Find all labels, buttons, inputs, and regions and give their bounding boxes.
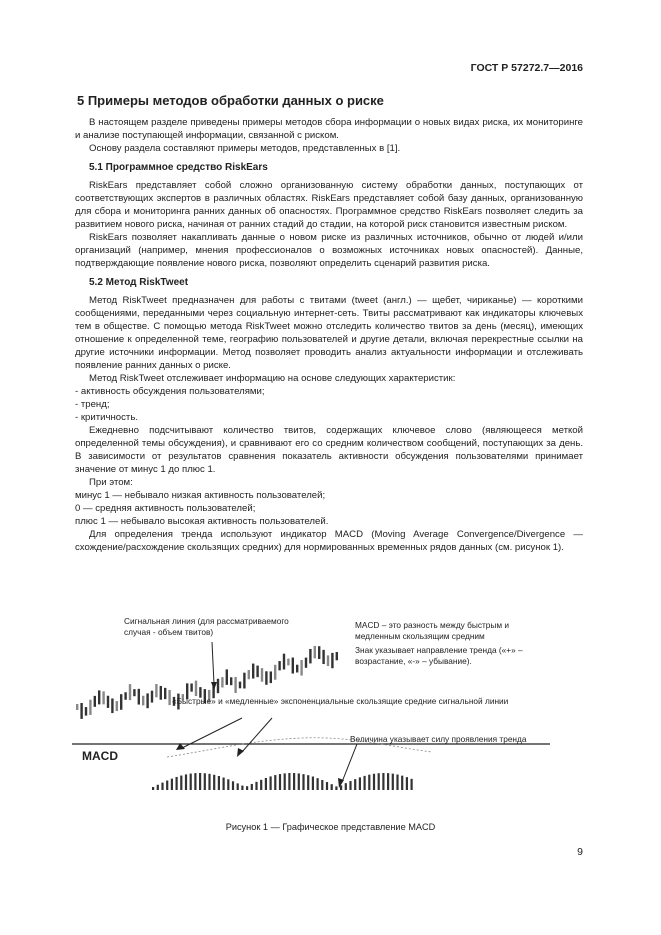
riskears-paragraph-2: RiskEars позволяет накапливать данные о новом риске из различных источников, обычно от людей и/или организаций (например, мнения профессионалов о возможных источниках новых опасностей). Данные, подтверждающие появление нового риска, позволяют определить сценарий развития риска. [75,232,583,269]
subsection-title-5-1: 5.1 Программное средство RiskEars [89,162,268,173]
candle [336,652,338,660]
candle [76,704,78,710]
candle [107,696,109,708]
candle [314,646,316,658]
histogram-bar [378,773,380,790]
histogram-bar [335,786,337,790]
macd-histogram [152,773,413,790]
risktweet-paragraph-2: Метод RiskTweet отслеживает информацию на основе следующих характеристик: [89,373,456,384]
bullet-item: - тренд; [75,399,110,410]
histogram-bar [152,787,154,790]
section-title: 5 Примеры методов обработки данных о риске [77,93,384,108]
candle [331,653,333,668]
histogram-bar [180,776,182,790]
candle [102,691,104,704]
value-item: 0 — средняя активность пользователей; [75,503,256,514]
histogram-bar [326,782,328,790]
candle [116,701,118,711]
histogram-bar [204,773,206,790]
candle [94,696,96,707]
candle [221,677,223,687]
histogram-bar [157,785,159,790]
document-code: ГОСТ Р 57272.7—2016 [470,62,583,74]
candle [292,658,294,674]
figure-caption: Рисунок 1 — Графическое представление MACD [225,822,436,832]
histogram-bar [331,784,333,790]
ema-annotation: «Быстрые» и «медленные» экспоненциальные скользящие средние сигнальной линии [172,696,509,706]
histogram-bar [364,776,366,790]
riskears-paragraph-1: RiskEars представляет собой сложно организованную систему обработки данных, поступающих от соответствующих экспертов в различных областях. RiskEars представляет собой базу данных, организованную для сбора и мониторинга ранних данных об опасностях. Программное средство RiskEars позволяет следить за развитием нового риска, начиная от ранних стадий до стадии, на которой риск становится известным риском. [75,180,583,230]
histogram-bar [237,783,239,790]
intro-paragraph-1: В настоящем разделе приведены примеры методов сбора информации о новых видах риска, их мониторинге и анализе поступающей информации, связанной с риском. [75,117,583,141]
candle [168,690,170,705]
candle [278,661,280,670]
candle [230,677,232,685]
histogram-bar [368,775,370,790]
histogram-bar [166,781,168,790]
candle [296,665,298,673]
macd-definition-annotation: MACD – это разность между быстрым и медленным скользящим средним [355,620,509,641]
risktweet-paragraph-3: Ежедневно подсчитывают количество твитов, содержащих ключевое слово (являющееся меткой определенной темы обсуждения), и сравнивают его со средним количеством сообщений, поступающих за день. В зависимости от результатов сравнения показатель активности обсуждения пользователями принимает значение от минус 1 до плюс 1. [75,425,583,475]
histogram-bar [317,778,319,790]
candle [155,684,157,697]
histogram-bar [246,786,248,790]
histogram-bar [270,776,272,790]
candle [283,654,285,670]
histogram-bar [255,782,257,790]
candle [142,696,144,706]
candle [85,707,87,716]
candle [129,684,131,700]
histogram-bar [321,780,323,790]
candle [133,689,135,696]
candle [318,646,320,659]
candle [111,698,113,713]
bullet-item: - активность обсуждения пользователями; [75,386,265,397]
section-body [75,116,583,554]
histogram-bar [340,785,342,790]
histogram-bar [312,777,314,790]
histogram-bar [302,774,304,790]
histogram-bar [213,775,215,790]
histogram-bar [401,776,403,790]
histogram-bar [208,774,210,790]
candle [265,671,267,684]
trend-strength-annotation: Величина указывает силу проявления тренда [350,734,527,744]
candle [322,650,324,664]
histogram-bar [345,783,347,790]
intro-paragraph-2: Основу раздела составляют примеры методов, представленных в [1]. [89,143,401,154]
histogram-bar [199,773,201,790]
histogram-bar [161,783,163,790]
histogram-bar [284,773,286,790]
histogram-bar [382,773,384,790]
candle [195,681,197,696]
candle [243,673,245,689]
macd-figure [72,612,562,802]
histogram-bar [218,776,220,790]
histogram-bar [227,779,229,790]
histogram-bar [387,773,389,790]
histogram-bar [194,773,196,790]
histogram-bar [251,784,253,790]
histogram-bar [307,775,309,790]
histogram-bar [406,777,408,790]
trend-sign-annotation: Знак указывает направление тренда («+» – возрастание, «-» – убывание). [355,645,523,666]
candle [164,688,166,699]
signal-arrow [212,642,214,684]
histogram-bar [359,777,361,790]
candle [190,683,192,691]
page-number: 9 [577,846,583,858]
candle [252,664,254,679]
candle [146,693,148,708]
candle [120,694,122,710]
histogram-bar [241,786,243,790]
signal-line-annotation: Сигнальная линия (для рассматриваемого случая - объем твитов) [124,616,289,637]
candle [80,703,82,719]
histogram-bar [176,777,178,790]
candle [300,660,302,676]
candle [138,689,140,705]
histogram-bar [171,779,173,790]
histogram-bar [396,774,398,790]
candle [256,666,258,678]
candle [89,700,91,715]
histogram-bar [274,775,276,790]
histogram-bar [223,778,225,790]
histogram-bar [279,774,281,790]
histogram-bar [354,779,356,790]
candle [270,671,272,683]
histogram-bar [392,774,394,790]
histogram-bar [411,779,413,790]
candle [261,668,263,682]
histogram-bar [288,773,290,790]
macd-label: MACD [82,749,118,763]
histogram-bar [373,774,375,790]
candle [217,679,219,693]
histogram-bar [190,774,192,790]
histogram-bar [232,781,234,790]
risktweet-paragraph-4: При этом: [89,477,133,488]
slow-ema-arrow [242,718,272,752]
candle [239,682,241,689]
histogram-bar [185,774,187,790]
value-arrow [342,744,357,782]
histogram-bar [298,773,300,790]
subsection-title-5-2: 5.2 Метод RiskTweet [89,277,189,288]
risktweet-paragraph-1: Метод RiskTweet предназначен для работы с твитами (tweet (англ.) — щебет, чириканье) — короткими сообщениями, переданными через социальную интернет-сеть. Твиты рассматривают как индикаторы ключевых тем в обществе. С помощью метода RiskTweet можно отследить количество твитов за день (месяц), имеющих отношение к определенной теме, географию пользователей и другие детали, включая перекрестные ссылки на другие источники информации. Метод позволяет проводить анализ актуальности информации и отслеживать появление ранних данных о риске. [75,295,583,371]
histogram-bar [293,773,295,790]
candle [309,649,311,663]
candle [327,655,329,666]
candle [151,691,153,703]
candle [98,690,100,704]
candle [287,659,289,666]
histogram-bar [260,780,262,790]
value-item: плюс 1 — небывало высокая активность пользователей. [75,516,329,527]
price-candles [76,646,338,719]
candle [248,670,250,679]
candle [305,658,307,668]
histogram-bar [349,781,351,790]
candle [160,686,162,700]
value-item: минус 1 — небывало низкая активность пользователей; [75,490,326,501]
candle [226,669,228,684]
bullet-item: - критичность. [75,412,138,423]
candle [234,677,236,693]
candle [274,665,276,680]
histogram-bar [265,778,267,790]
risktweet-paragraph-5: Для определения тренда используют индикатор MACD (Moving Average Convergence/Divergence — схождение/расхождение скользящих средних) для нормированных временных рядов данных (см. рисунок 1). [75,529,583,553]
candle [124,692,126,699]
